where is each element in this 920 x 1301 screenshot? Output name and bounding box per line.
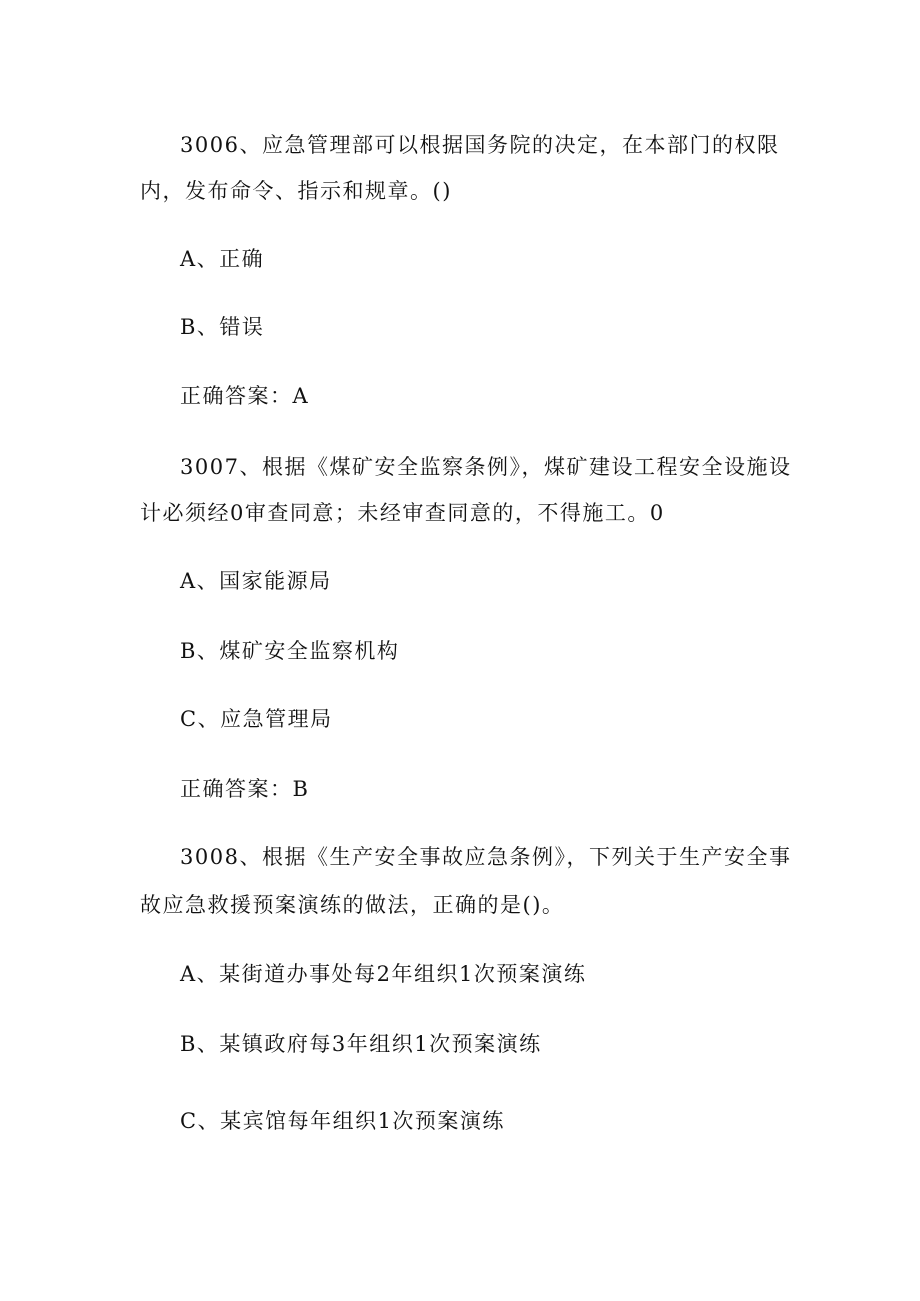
question-3008-stem-line1: 3008、根据《生产安全事故应急条例》，下列关于生产安全事	[180, 845, 792, 869]
question-3007-answer: 正确答案：B	[180, 777, 310, 801]
question-3006-answer: 正确答案：A	[180, 384, 310, 408]
question-3008-option-a: A、某街道办事处每2年组织1次预案演练	[180, 962, 587, 986]
question-3008-option-b: B、某镇政府每3年组织1次预案演练	[180, 1032, 542, 1056]
question-3007-stem-line2: 计必须经0审查同意；未经审查同意的，不得施工。0	[140, 501, 665, 525]
question-3007-option-c: C、应急管理局	[180, 707, 333, 731]
question-3006-stem-line1: 3006、应急管理部可以根据国务院的决定，在本部门的权限	[180, 133, 780, 157]
question-3006-option-a: A、正确	[180, 247, 265, 271]
question-3007-option-a: A、国家能源局	[180, 569, 332, 593]
question-3008-option-c: C、某宾馆每年组织1次预案演练	[180, 1109, 505, 1133]
question-3007-stem-line1: 3007、根据《煤矿安全监察条例》，煤矿建设工程安全设施设	[180, 455, 792, 479]
question-3008-stem-line2: 故应急救援预案演练的做法，正确的是()。	[140, 893, 565, 917]
question-3006-stem-line2: 内，发布命令、指示和规章。()	[140, 179, 452, 203]
question-3007-option-b: B、煤矿安全监察机构	[180, 639, 400, 663]
question-3006-option-b: B、错误	[180, 315, 265, 339]
